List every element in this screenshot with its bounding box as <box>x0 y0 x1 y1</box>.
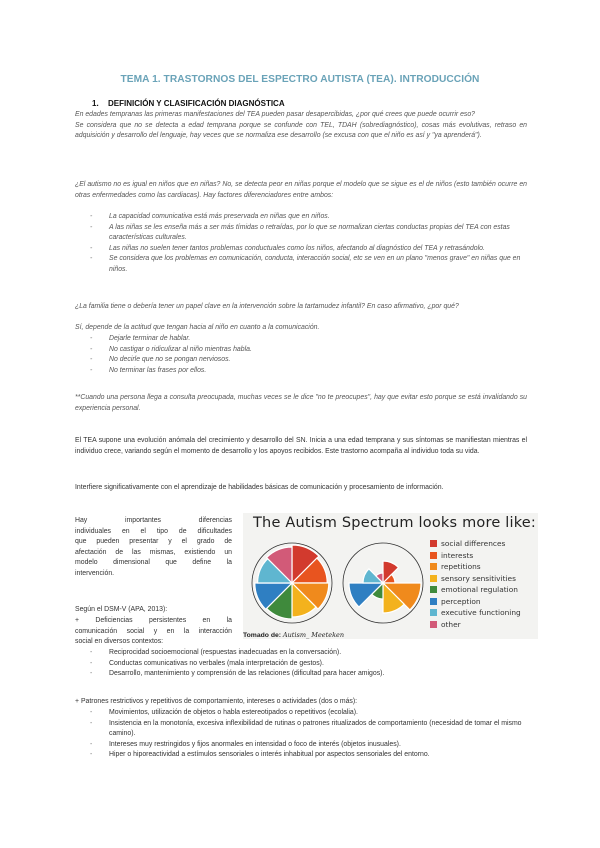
legend-label: emotional regulation <box>441 585 518 594</box>
legend-item <box>430 597 481 607</box>
legend-item <box>430 551 473 561</box>
legend-label: interests <box>441 550 474 560</box>
legend-swatch <box>430 609 437 616</box>
legend-label: other <box>441 619 461 629</box>
dsm-list-b <box>90 708 527 761</box>
intro-answer: Se considera que no se detecta a edad temprana porque se confunde con TEL, TDAH (sobrediagnóstico), cosas más evolutivas, retraso en adquisición y desarrollo del lenguaje, hay veces que se normaliza ese desarrollo (se excusa con que el niño es así y "ya aprenderá"). <box>75 121 527 140</box>
page-title: TEMA 1. TRASTORNOS DEL ESPECTRO AUTISTA (TEA). INTRODUCCIÓN <box>120 74 480 85</box>
figure-title: The Autism Spectrum looks more like: <box>253 515 537 531</box>
legend-label: perception <box>441 596 481 606</box>
list-item: - No castigar o ridiculizar al niño mientras habla. <box>90 345 252 353</box>
legend-swatch <box>430 540 437 547</box>
legend-item <box>430 539 505 549</box>
body-paragraph: El TEA supone una evolución anómala del crecimiento y desarrollo del SN. Inicia a una edad temprana y sus síntomas se manifiestan mientras el individuo crece, variando según el momento de desarrollo y los apoyos recibidos. Este trastorno acompaña al individuo toda su vida. <box>75 437 527 455</box>
wheel-left <box>252 543 332 623</box>
legend-item <box>430 585 518 595</box>
list-item: - Conductas comunicativas no verbales (mala interpretación de gestos). <box>90 659 324 667</box>
list-item: - Se considera que los problemas en comunicación, conducta, interacción social, etc se ven en un plano "menos grave" en niñas que en niños. <box>90 255 521 273</box>
credit-signature: Autism_ Meeteken <box>282 631 345 639</box>
dsm-criterion-a: + Deficiencias persistentes en la comunicación social y en la interacción social en diversos contextos: <box>75 617 232 646</box>
family-note: **Cuando una persona llega a consulta preocupada, muchas veces se le dice "no te preocupes", hay que evitar esto porque se está invalidando su experiencia personal. <box>75 394 527 412</box>
list-item: - Dejarle terminar de hablar. <box>90 335 191 342</box>
intro-question: En edades tempranas las primeras manifestaciones del TEA pueden pasar desapercibidas, ¿por qué crees que puede ocurrir eso? <box>75 111 476 118</box>
list-item: - A las niñas se les enseña más a ser más tímidas o retraídas, por lo que se normalizan ciertas conductas propias del TEA con estas características culturales. <box>90 223 510 242</box>
legend-swatch <box>430 575 437 582</box>
autism-spectrum-figure <box>243 513 538 639</box>
dsm-intro: Según el DSM-V (APA, 2013): <box>75 606 168 613</box>
intro-block <box>75 110 527 142</box>
body-paragraph: Interfiere significativamente con el aprendizaje de habilidades básicas de comunicación y procesamiento de información. <box>75 484 444 491</box>
legend-swatch <box>430 586 437 593</box>
legend-swatch <box>430 552 437 559</box>
list-item: - La capacidad comunicativa está más preservada en niñas que en niños. <box>90 213 330 220</box>
gender-list <box>90 212 527 276</box>
legend-label: executive functioning <box>441 608 521 617</box>
list-item: - No terminar las frases por ellos. <box>90 366 207 374</box>
legend-item <box>430 562 481 572</box>
wheel-right <box>343 543 423 623</box>
legend-label: social differences <box>441 539 506 548</box>
figure-credit <box>243 631 344 639</box>
credit-prefix: Tomado de: <box>243 632 282 639</box>
legend-item <box>430 574 516 584</box>
list-item: - Insistencia en la monotonía, excesiva inflexibilidad de rutinas o patrones ritualizados de comportamiento (necesidad de tomar el mismo camino). <box>90 719 522 738</box>
legend-item <box>430 620 461 630</box>
family-question: ¿La familia tiene o debería tener un papel clave en la intervención sobre la tartamudez infantil? En caso afirmativo, ¿por qué? <box>75 303 459 310</box>
legend-swatch <box>430 563 437 570</box>
section-heading <box>92 99 285 108</box>
family-list <box>90 334 527 376</box>
list-item: - No decirle que no se pongan nerviosos. <box>90 356 231 364</box>
list-item: - Hiper o hiporeactividad a estímulos sensoriales o interés inhabitual por aspectos sensoriales del entorno. <box>90 751 430 759</box>
legend-label: repetitions <box>441 562 481 571</box>
list-item: - Intereses muy restringidos y fijos anormales en intensidad o foco de interés (objetos inusuales). <box>90 740 401 748</box>
list-item: - Las niñas no suelen tener tantos problemas conductuales como los niños, afectando al diagnóstico del TEA y retrasándolo. <box>90 244 485 252</box>
list-item: - Reciprocidad socioemocional (respuestas inadecuadas en la conversación). <box>90 649 342 656</box>
list-item: - Desarrollo, mantenimiento y comprensión de las relaciones (dificultad para hacer amigos). <box>90 670 385 678</box>
legend-swatch <box>430 621 437 628</box>
family-answer: Sí, depende de la actitud que tengan hacia al niño en cuanto a la comunicación. <box>75 324 320 331</box>
list-item: - Movimientos, utilización de objetos o habla estereotipados o repetitivos (ecolalia). <box>90 709 358 716</box>
section-number: 1. <box>92 99 99 108</box>
dsm-list-a <box>90 648 527 680</box>
legend-swatch <box>430 598 437 605</box>
legend-label: sensory sensitivities <box>441 573 516 583</box>
differences-paragraph: Hay importantes diferencias individuales en el tipo de dificultades que pueden presentar y el grado de afectación de las mismas, existiendo un modelo dimensional que define la intervención. <box>75 517 232 577</box>
dsm-criterion-b: + Patrones restrictivos y repetitivos de comportamiento, intereses o actividades (dos o más): <box>75 698 358 705</box>
section-title: DEFINICIÓN Y CLASIFICACIÓN DIAGNÓSTICA <box>108 99 285 108</box>
gender-question: ¿El autismo no es igual en niños que en niñas? No, se detecta peor en niñas porque el modelo que se sigue es el de niños (esto también ocurre en otras enfermedades como las cardiacas). Hay factores diferenciadores entre ambos: <box>75 181 527 199</box>
legend-item <box>430 608 521 618</box>
